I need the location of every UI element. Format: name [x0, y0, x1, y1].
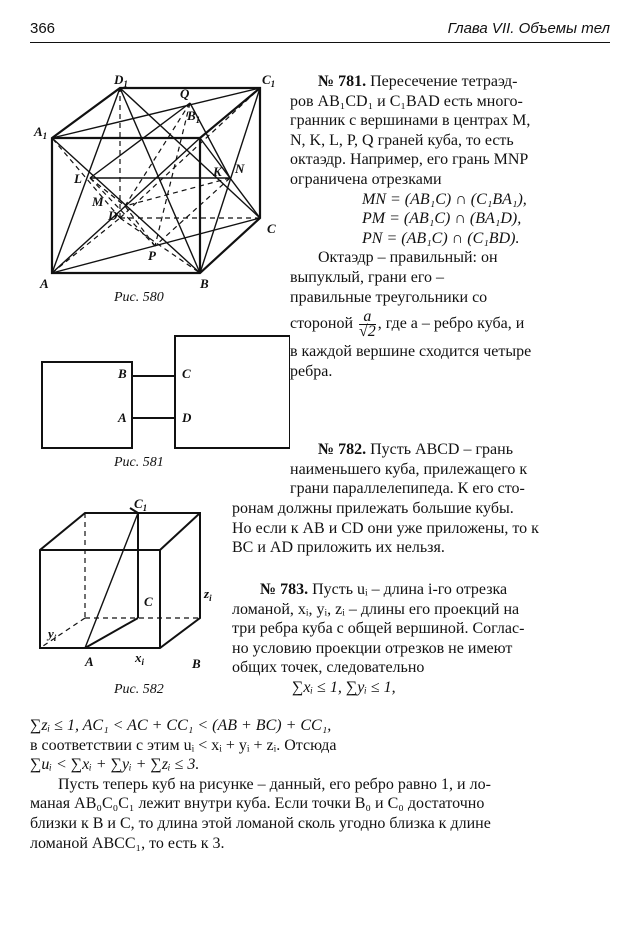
formula-sum-u: ∑uᵢ < ∑xᵢ + ∑yᵢ + ∑zᵢ ≤ 3.	[30, 756, 200, 774]
label-Q: Q	[180, 86, 190, 101]
label-B: B	[118, 366, 127, 381]
label-D: D	[108, 208, 118, 223]
label-B1: $B_1$	[187, 108, 201, 125]
caption-582: Рис. 582	[114, 682, 164, 697]
label-A1: $A_1$	[34, 124, 48, 141]
problem-783-bottom: ∑zᵢ ≤ 1, AC₁ < AC + CC₁ < (AB + BC) + CC₁, в соответствии с этим uᵢ < xᵢ + yᵢ + zᵢ. Отсюда ∑uᵢ < ∑xᵢ + ∑yᵢ + ∑zᵢ ≤ 3. Пусть теперь куб на рисунке – данный, его ребро равно 1, и ло- маная AB₀C₀C₁ лежит внутри куба. Если точки B₀ и C₀ достаточно близки к B и C, то длина этой ломаной сколь угодно близка к длине ломаной ABCC₁, то есть к 3.	[30, 716, 610, 853]
fraction-a-sqrt2: $\frac{a}{√2}$	[359, 308, 376, 341]
label-M: M	[92, 194, 104, 209]
figure-580	[30, 68, 290, 293]
problem-number: № 782.	[318, 441, 367, 458]
figure-581	[30, 332, 290, 452]
problem-783-top: № 783. Пусть uᵢ – длина i-го отрезка ломаной, xᵢ, yᵢ, zᵢ – длины его проекций на три ребра куба с общей вершиной. Соглас- но условию проекции отрезков не имеют общих точек, следовательно ∑xᵢ ≤ 1, ∑yᵢ ≤ 1,	[232, 580, 610, 698]
label-N: N	[235, 161, 245, 176]
problem-782-top: № 782. Пусть ABCD – грань наименьшего куба, прилежащего к грани параллелепипеда. К его сто-	[290, 441, 528, 498]
page-number: 366	[30, 20, 56, 37]
page-header	[30, 20, 610, 43]
label-y: $y_i$	[48, 626, 57, 643]
label-C1: $C_1$	[134, 498, 148, 513]
label-B: B	[200, 276, 209, 291]
problem-781: № 781. Пересечение тетраэд- ров AB₁CD₁ и C₁BAD есть много- гранник с вершинами в центрах M, N, K, L, P, Q граней куба, то есть октаэдр. Например, его грань MNP ограничена отрезками MN = (AB₁C) ∩ (C₁BA₁), PM = (AB₁C) ∩ (BA₁D), PN = (AB₁C) ∩ (C₁BD). Октаэдр – правильный: он выпуклый, грани его – правильные треугольники со стороной $\frac{a}{√2}$ , где a – ребро куба, и в каждой вершине сходится четыре ребра.	[290, 72, 610, 381]
chapter-title: Глава VII. Объемы тел	[447, 20, 610, 37]
formula-mn: MN = (AB₁C) ∩ (C₁BA₁),	[362, 190, 527, 208]
label-B: B	[192, 656, 201, 671]
label-C: C	[182, 366, 191, 381]
formula-sums-xy: ∑xᵢ ≤ 1, ∑yᵢ ≤ 1,	[292, 678, 396, 696]
label-A: A	[85, 654, 94, 669]
formula-pm: PM = (AB₁C) ∩ (BA₁D),	[362, 210, 522, 228]
formula-sum-z: ∑zᵢ ≤ 1, AC₁ < AC + CC₁ < (AB + BC) + CC₁,	[30, 717, 332, 734]
label-L: L	[74, 171, 82, 186]
caption-580: Рис. 580	[114, 290, 164, 305]
label-A: A	[40, 276, 49, 291]
label-x: $x_i$	[135, 650, 145, 667]
figure-582	[30, 498, 230, 678]
problem-782-bottom: ронам должны прилежать большие кубы. Но если к AB и CD они уже приложены, то к BC и AD приложить их нельзя.	[232, 500, 539, 557]
caption-581: Рис. 581	[114, 455, 164, 470]
label-C: C	[267, 221, 276, 236]
label-P: P	[148, 248, 156, 263]
label-z: $z_i$	[204, 586, 212, 603]
formula-pn: PN = (AB₁C) ∩ (C₁BD).	[362, 229, 520, 247]
problem-number: № 783.	[260, 581, 309, 598]
label-D1: $D_1$	[114, 72, 128, 89]
problem-number: № 781.	[318, 73, 367, 90]
label-D: D	[182, 410, 192, 425]
label-K: K	[213, 164, 222, 179]
label-A: A	[118, 410, 127, 425]
label-C1: $C_1$	[262, 72, 276, 89]
label-C: C	[144, 594, 153, 609]
